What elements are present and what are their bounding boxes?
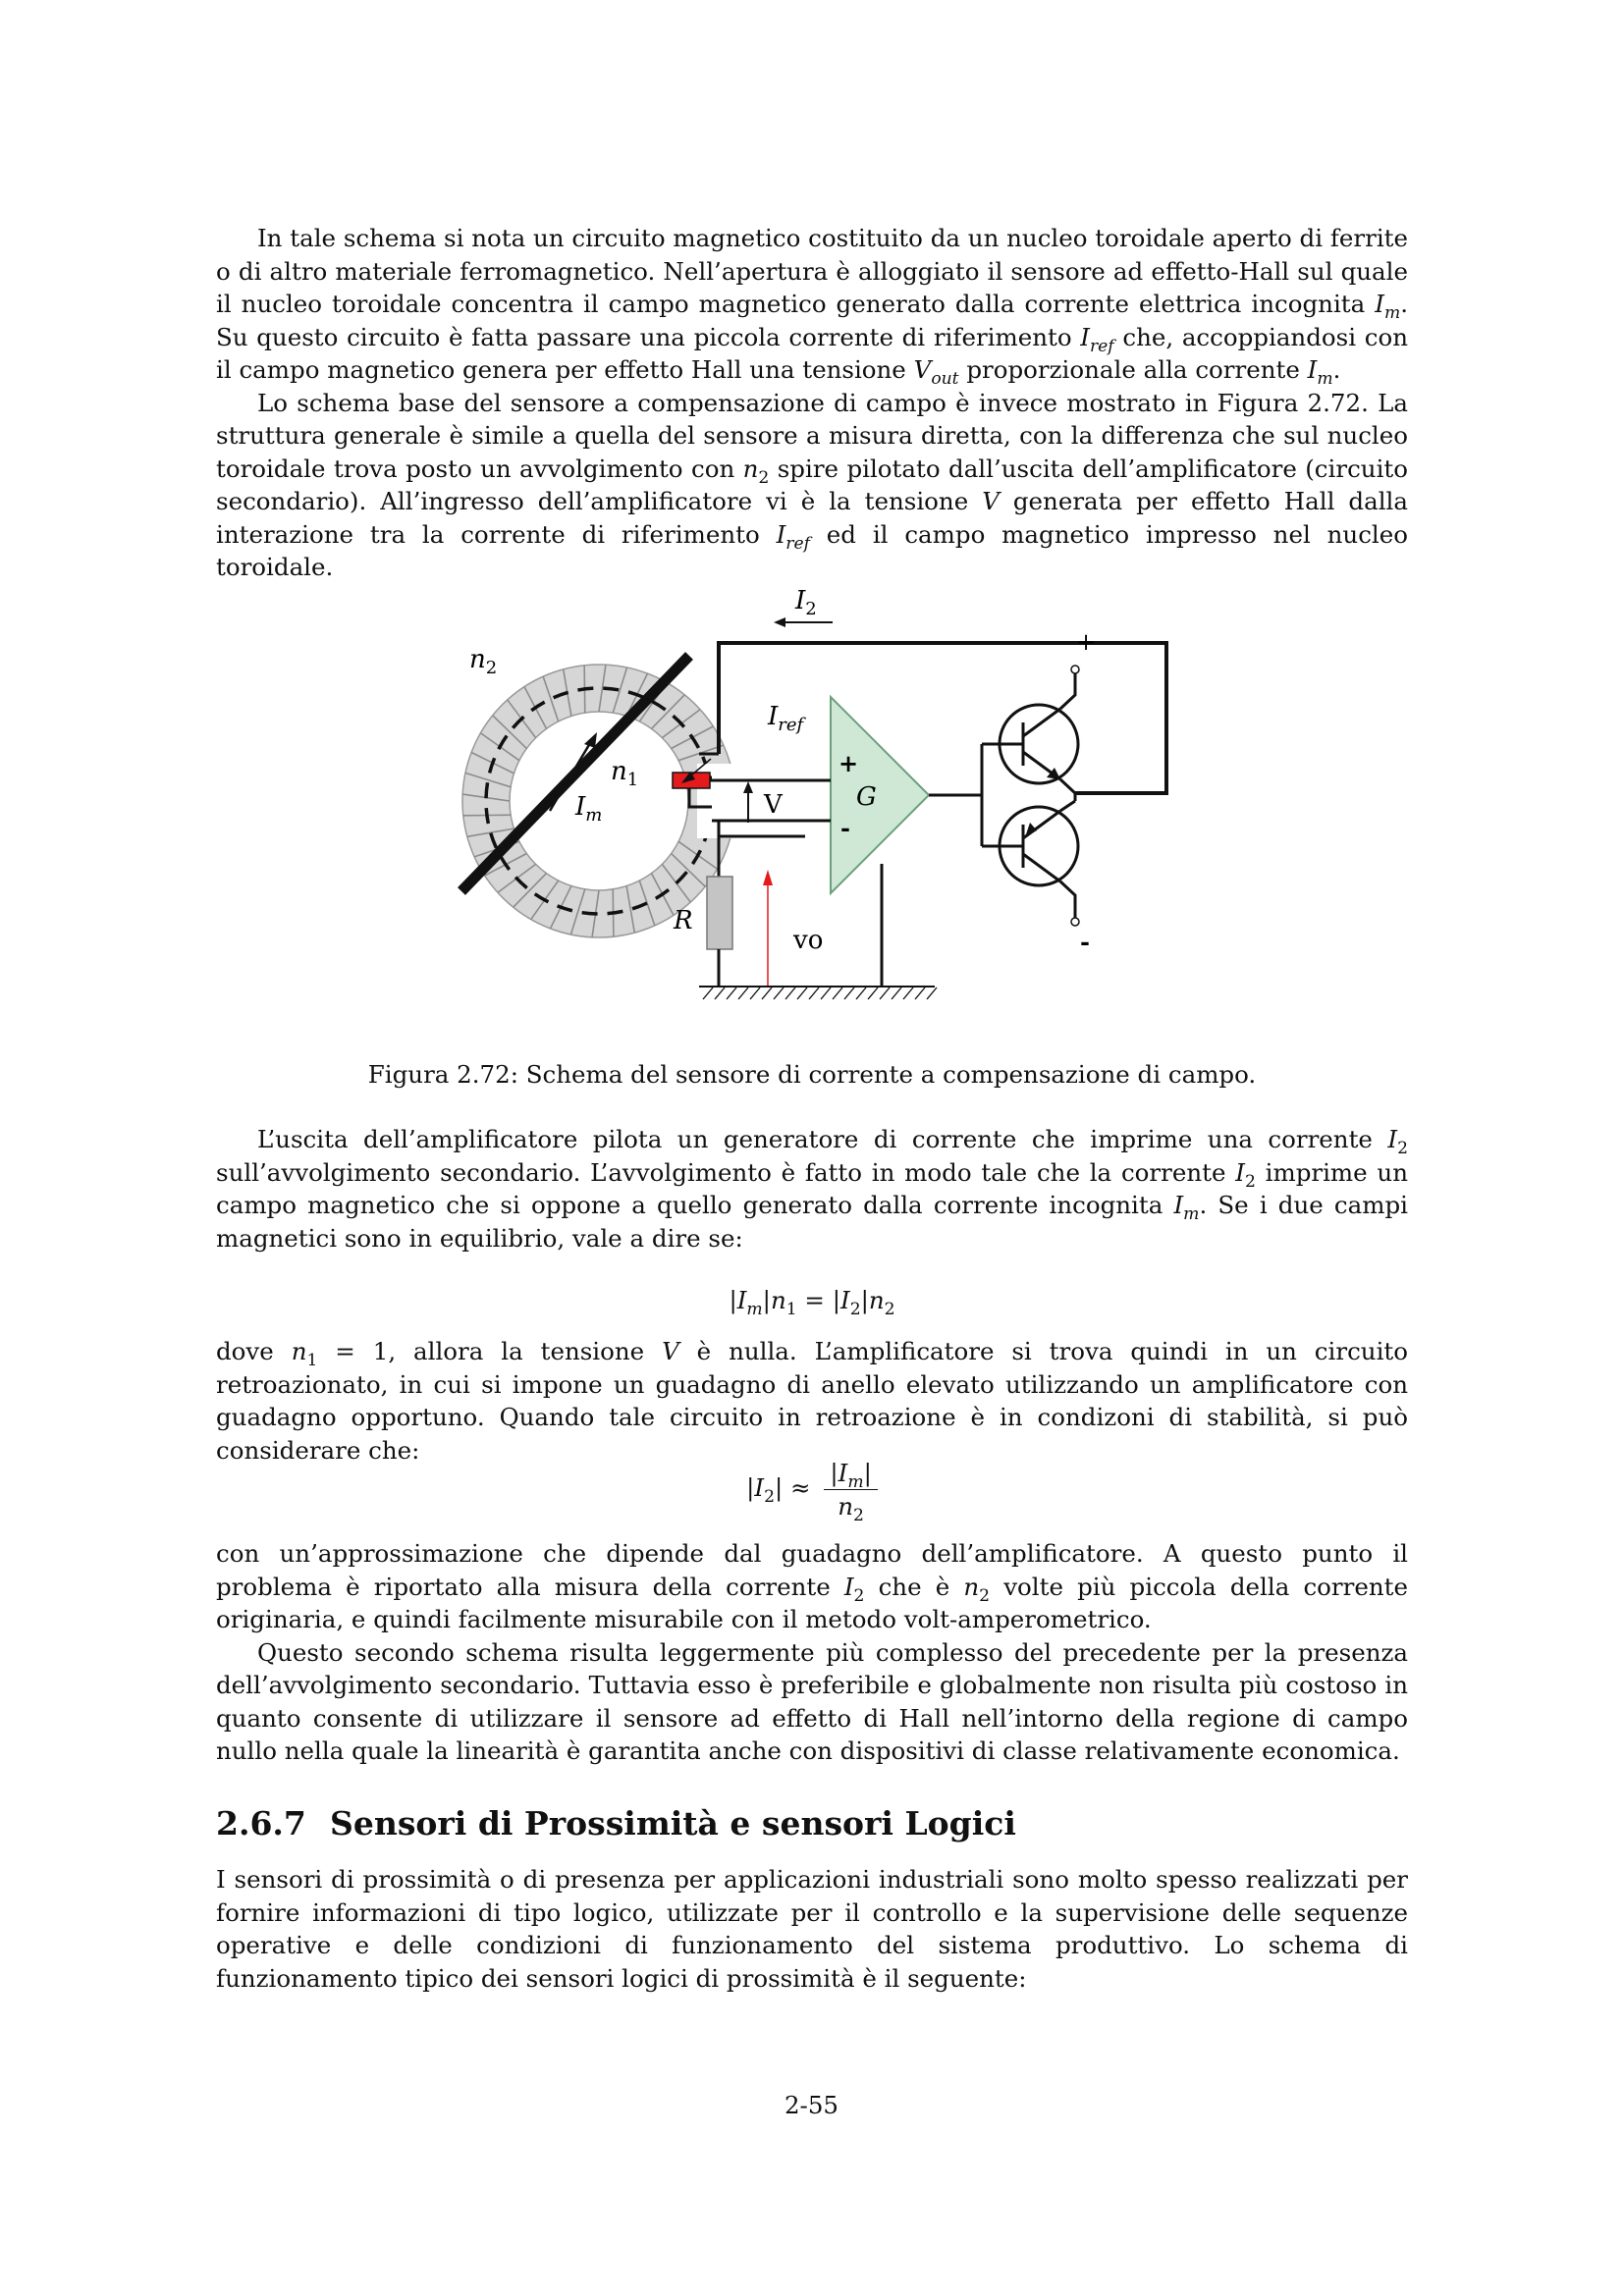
ground-hatch-mark [892, 988, 901, 999]
ground-hatch-mark [809, 988, 819, 999]
paragraph-5: con un’approssimazione che dipende dal guadagno dell’amplificatore. A questo punto il problema è riportato alla misura della corrente $I_2$ che è $n_2$ volte più piccola della corrente originaria, e quindi facilmente misurabile con il metodo volt-amperometrico. [216, 1539, 1408, 1633]
label-n2: $n_2$ [469, 645, 498, 678]
label-plus-out: + [1076, 628, 1097, 656]
paragraph-3: L’uscita dell’amplificatore pilota un generatore di corrente che imprime una corrente $I_2$ sull’avvolgimento secondario. L’avvolgimento è fatto in modo tale che la corrente $I_2$ imprime un campo magnetico che si oppone a quello generato dalla corrente incognita $I_m$. Se i due campi magnetici sono in equilibrio, vale a dire se: [216, 1125, 1408, 1253]
label-iref: $I_{ref}$ [768, 702, 804, 735]
text-block-bottom [216, 1537, 1408, 1768]
ground-hatch-mark [703, 988, 713, 999]
ground-hatch-mark [868, 988, 878, 999]
ground-hatch-mark [903, 988, 913, 999]
label-im: $I_m$ [575, 792, 603, 826]
ground-hatch-mark [915, 988, 925, 999]
label-minus-in: - [840, 814, 850, 842]
label-v: V [764, 790, 783, 820]
label-plus-in: + [839, 749, 859, 777]
equation-approx: $|I_2|$ ≈ $\frac{|I_m|}{n_2}$ [216, 1459, 1408, 1521]
label-i2: $I_2$ [795, 586, 817, 619]
amplifier-g [831, 697, 929, 893]
ground-hatch-mark [856, 988, 866, 999]
resistor-r [707, 877, 732, 949]
fraction: $\frac{|I_m|}{n_2}$ [824, 1459, 877, 1521]
ground-hatch-mark [762, 988, 772, 999]
ground-hatch-mark [833, 988, 842, 999]
text-block-section [216, 1863, 1408, 1995]
ground-hatch-mark [727, 988, 736, 999]
paragraph-1: In tale schema si nota un circuito magnetico costituito da un nucleo toroidale aperto di ferrite o di altro materiale ferromagnetico. Nell’apertura è alloggiato il sensore ad effetto-Hall sul quale il nucleo toroidale concentra il campo magnetico generato dalla corrente elettrica incognita $I_m$. Su questo circuito è fatta passare una piccola corrente di riferimento $I_{ref}$ che, accoppiandosi con il campo magnetico genera per effetto Hall una tensione $V_{out}$ proporzionale alla corrente $I_m$. [216, 224, 1408, 389]
text-block-middle [216, 1123, 1408, 1255]
paragraph-2: Lo schema base del sensore a compensazione di campo è invece mostrato in Figura 2.72. La struttura generale è simile a quella del sensore a misura diretta, con la differenza che sul nucleo toroidale trova posto un avvolgimento con $n_2$ spire pilotato dall’uscita dell’amplificatore (circuito secondario). All’ingresso dell’amplificatore vi è la tensione V generata per effetto Hall dalla interazione tra la corrente di riferimento $I_{ref}$ ed il campo magnetico impresso nel nucleo toroidale. [216, 388, 1409, 581]
figure-caption: Figura 2.72: Schema del sensore di corrente a compensazione di campo. [367, 1060, 1257, 1089]
label-r: R [674, 906, 693, 935]
ground-hatch-mark [844, 988, 854, 999]
paragraph-4: dove $n_1 = 1$, allora la tensione V è nulla. L’amplificatore si trova quindi in un circuito retroazionato, in cui si impone un guadagno di anello elevato utilizzando un amplificatore con guadagno opportuno. Quando tale circuito in retroazione è in condizoni di stabilità, si può considerare che: [216, 1337, 1409, 1465]
label-g: G [856, 782, 877, 812]
figure-circuit-diagram [432, 579, 1217, 1011]
label-vo: vo [793, 926, 824, 955]
text-block-top [216, 222, 1408, 584]
toroidal-core [462, 665, 748, 937]
im-arrow [550, 738, 593, 811]
paragraph-7: I sensori di prossimità o di presenza per applicazioni industriali sono molto spesso realizzati per fornire informazioni di tipo logico, utilizzate per il controllo e la supervisione delle sequenze operative e delle condizioni di funzionamento del sistema produttivo. Lo schema di funzionamento tipico dei sensori logici di prossimità è il seguente: [216, 1865, 1408, 1993]
ground-hatch-mark [821, 988, 831, 999]
ground-hatch-mark [774, 988, 784, 999]
equation-balance: $|I_m|n_1 = |I_2|n_2$ [729, 1286, 895, 1319]
ground-hatch-mark [715, 988, 725, 999]
section-heading: 2.6.7 Sensori di Prossimità e sensori Logici [216, 1804, 1016, 1842]
ground-hatch-mark [927, 988, 937, 999]
paragraph-6: Questo secondo schema risulta leggermente più complesso del precedente per la presenza dell’avvolgimento secondario. Tuttavia esso è preferibile e globalmente non risulta più costoso in quanto consente di utilizzare il sensore ad effetto di Hall nell’intorno della regione di campo nullo nella quale la linearità è garantita anche con dispositivi di classe relativamente economica. [216, 1637, 1408, 1765]
label-n1: $n_1$ [611, 757, 639, 790]
ground-hatch-mark [785, 988, 795, 999]
ground-hatch-mark [738, 988, 748, 999]
text-block-eq-explain [216, 1335, 1408, 1467]
label-minus-out: - [1080, 928, 1090, 956]
ground-hatch-mark [880, 988, 890, 999]
transistor-pair [982, 666, 1079, 926]
ground-hatch-mark [797, 988, 807, 999]
page-number: 2-55 [784, 2091, 839, 2119]
ground-hatch-mark [750, 988, 760, 999]
